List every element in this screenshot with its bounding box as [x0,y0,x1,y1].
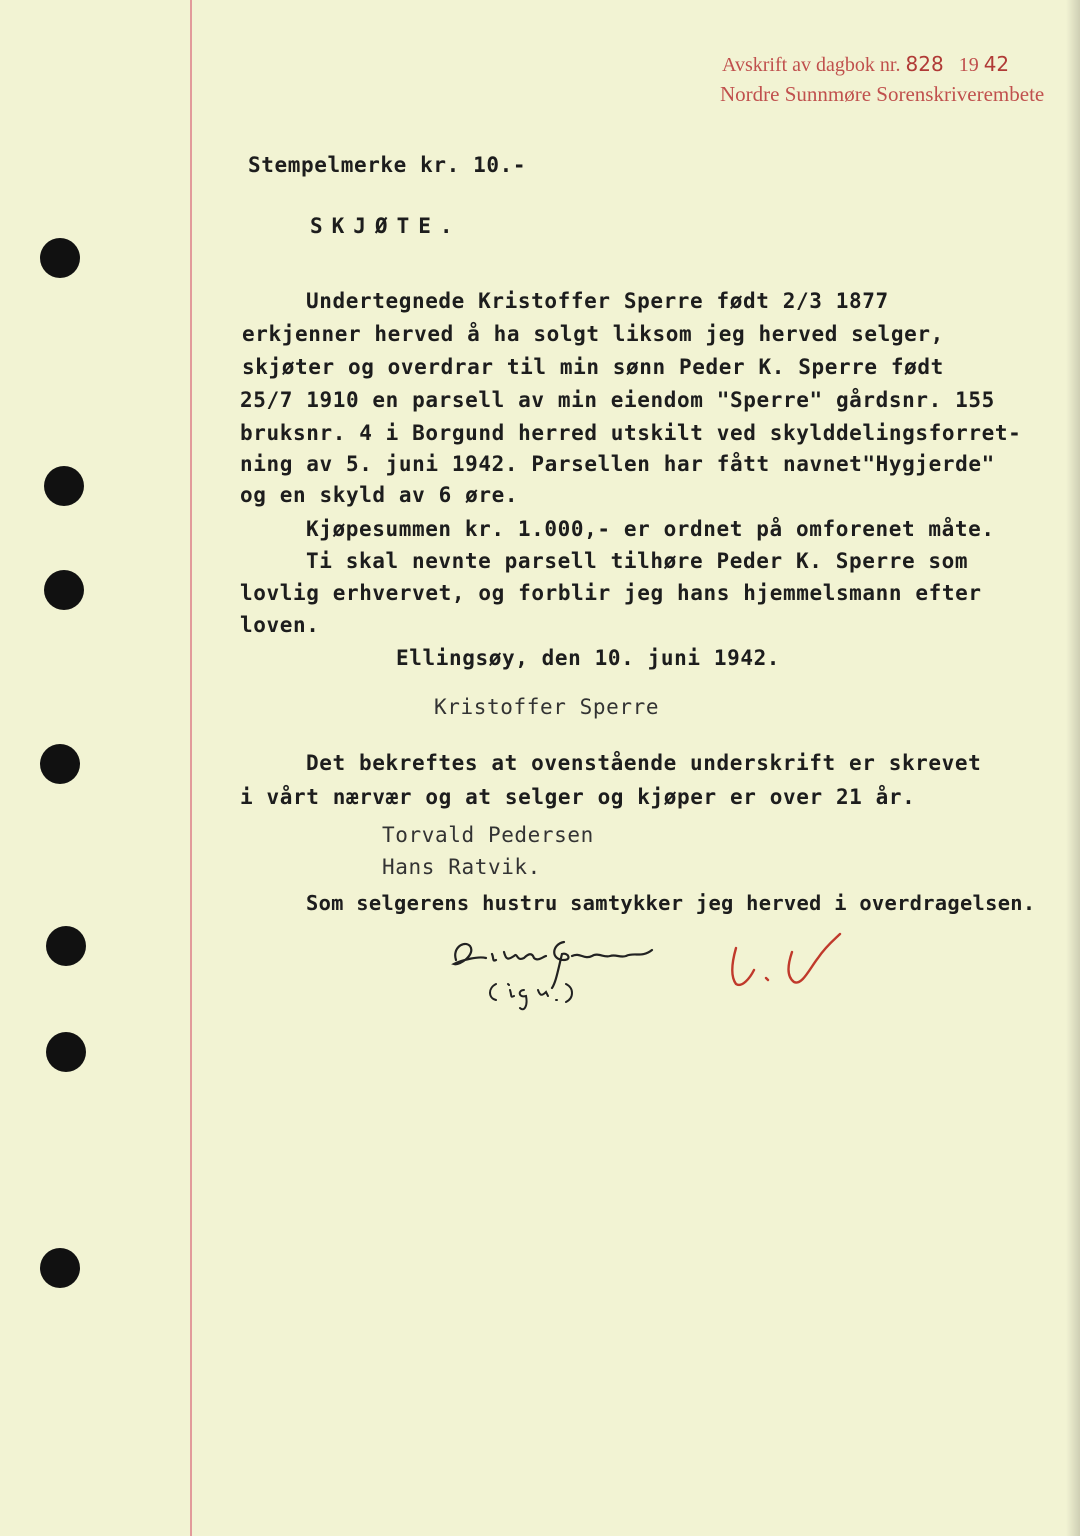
place-date: Ellingsøy, den 10. juni 1942. [396,646,781,670]
punch-hole [40,1248,80,1288]
body-line: lovlig erhvervet, og forblir jeg hans hjemmelsmann efter [240,581,982,605]
body-line: og en skyld av 6 øre. [240,483,519,507]
body-line: erkjenner herved å ha solgt liksom jeg herved selger, [242,322,944,346]
body-line: Undertegnede Kristoffer Sperre født 2/3 1877 [306,289,889,313]
body-line: Ti skal nevnte parsell tilhøre Peder K. Sperre som [306,549,969,573]
stamp-duty-line: Stempelmerke kr. 10.- [248,153,527,177]
margin-line [190,0,192,1536]
header-stamp-line [722,52,1009,77]
signer-name: Kristoffer Sperre [434,695,660,719]
journal-number: 828 [905,52,944,76]
handwritten-signature [448,930,668,1020]
red-initials-mark [722,928,852,998]
header-prefix: Avskrift av dagbok nr. [722,54,901,76]
witness-statement-line: i vårt nærvær og at selger og kjøper er over 21 år. [240,785,916,809]
body-line: ning av 5. juni 1942. Parsellen har fått navnet"Hygjerde" [240,452,995,476]
year-prefix: 19 [958,54,979,76]
year-suffix: 42 [983,52,1010,76]
office-name: Nordre Sunnmøre Sorenskriverembete [720,82,1045,106]
witness-name: Torvald Pedersen [382,823,594,847]
punch-hole [46,1032,86,1072]
punch-hole [44,570,84,610]
body-line: Kjøpesummen kr. 1.000,- er ordnet på omforenet måte. [306,517,995,541]
body-line: 25/7 1910 en parsell av min eiendom "Sperre" gårdsnr. 155 [240,388,995,412]
page-edge-shadow [1066,0,1080,1536]
spouse-consent: Som selgerens hustru samtykker jeg herved i overdragelsen. [306,891,1036,915]
body-line: skjøter og overdrar til min sønn Peder K. Sperre født [242,355,944,379]
witness-name: Hans Ratvik. [382,855,541,879]
punch-hole [46,926,86,966]
punch-hole [40,238,80,278]
witness-statement-line: Det bekreftes at ovenstående underskrift er skrevet [306,751,982,775]
body-line: loven. [240,613,320,637]
punch-hole [40,744,80,784]
punch-hole [44,466,84,506]
document-title: SKJØTE. [310,214,462,238]
body-line: bruksnr. 4 i Borgund herred utskilt ved skylddelingsforret- [240,421,1022,445]
